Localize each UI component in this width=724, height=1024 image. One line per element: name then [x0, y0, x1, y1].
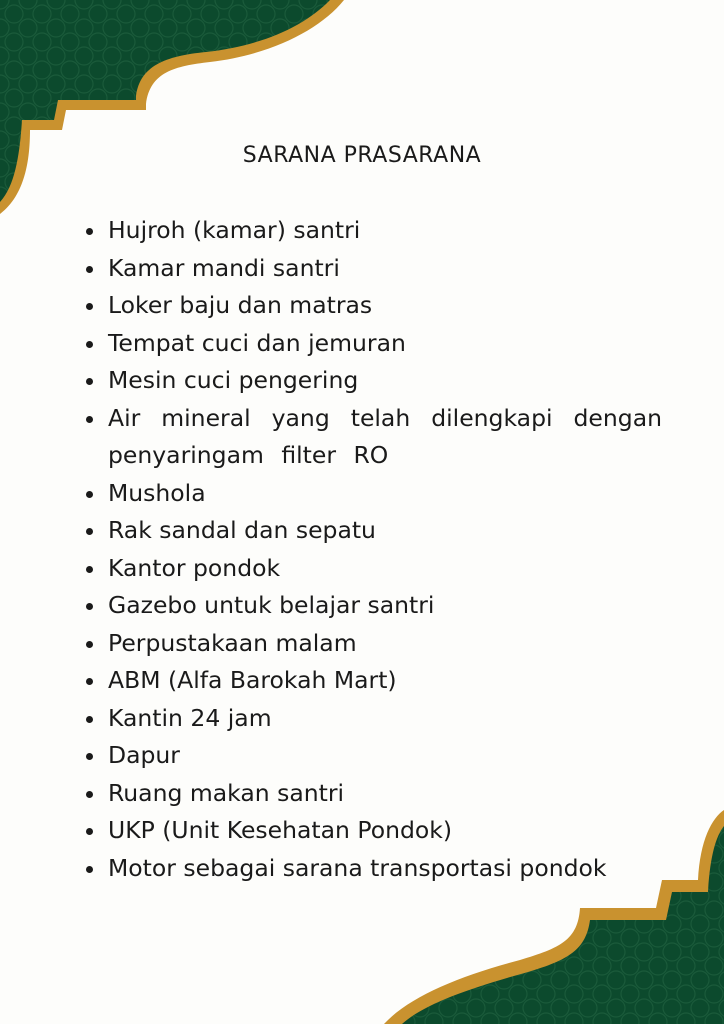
list-item: Kantin 24 jam [108, 700, 662, 738]
page-title: SARANA PRASARANA [242, 143, 482, 168]
list-item: Air mineral yang telah dilengkapi dengan penyaringam filter RO [108, 400, 662, 475]
list-item: ABM (Alfa Barokah Mart) [108, 662, 662, 700]
facility-list [108, 212, 662, 887]
list-item: Perpustakaan malam [108, 625, 662, 663]
list-item: UKP (Unit Kesehatan Pondok) [108, 812, 662, 850]
list-item: Motor sebagai sarana transportasi pondok [108, 850, 662, 888]
list-item: Hujroh (kamar) santri [108, 212, 662, 250]
list-item: Mesin cuci pengering [108, 362, 662, 400]
list-item: Kamar mandi santri [108, 250, 662, 288]
list-item: Ruang makan santri [108, 775, 662, 813]
list-item: Gazebo untuk belajar santri [108, 587, 662, 625]
list-item: Kantor pondok [108, 550, 662, 588]
list-item: Tempat cuci dan jemuran [108, 325, 662, 363]
list-item: Dapur [108, 737, 662, 775]
list-item: Loker baju dan matras [108, 287, 662, 325]
list-item: Mushola [108, 475, 662, 513]
list-item: Rak sandal dan sepatu [108, 512, 662, 550]
